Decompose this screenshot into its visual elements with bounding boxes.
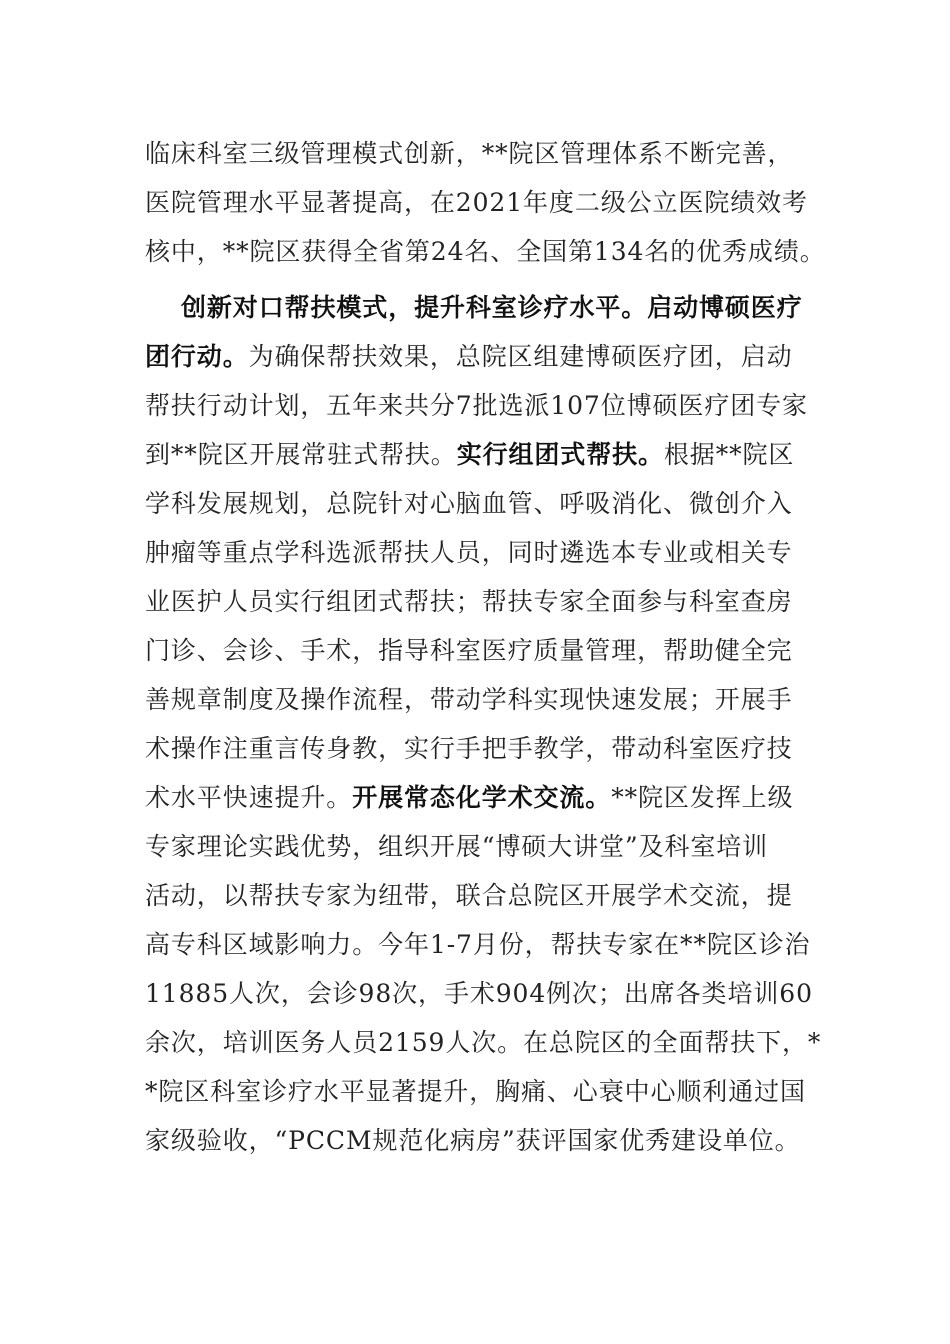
text-line: 专家理论实践优势，组织开展“博硕大讲堂”及科室培训: [145, 832, 769, 861]
text-line: 帮扶行动计划，五年来共分7批选派107位博硕医疗团专家: [145, 391, 808, 420]
text-line: 善规章制度及操作流程，带动学科实现快速发展；开展手: [145, 685, 793, 714]
text-line: 医院管理水平显著提高，在2021年度二级公立医院绩效考: [145, 188, 808, 217]
text-line: 门诊、会诊、手术，指导科室医疗质量管理，帮助健全完: [145, 636, 793, 665]
text-span: 到**院区开展常驻式帮扶。: [145, 440, 457, 469]
text-span: **院区发挥上级: [611, 783, 794, 812]
text-line: 临床科室三级管理模式创新，**院区管理体系不断完善，: [145, 139, 794, 168]
bold-heading: 创新对口帮扶模式，提升科室诊疗水平。启动博硕医疗: [181, 293, 803, 322]
text-line: 活动，以帮扶专家为纽带，联合总院区开展学术交流，提: [145, 881, 793, 910]
bold-heading: 团行动。: [145, 342, 249, 371]
text-line: 11885人次，会诊98次，手术904例次；出席各类培训60: [145, 979, 813, 1008]
text-span: 为确保帮扶效果，总院区组建博硕医疗团，启动: [248, 342, 793, 371]
bold-heading: 开展常态化学术交流。: [352, 783, 612, 812]
text-line: [145, 337, 793, 377]
text-line: [181, 288, 803, 328]
text-line: 业医护人员实行组团式帮扶；帮扶专家全面参与科室查房: [145, 587, 793, 616]
text-span: 根据**院区: [663, 440, 795, 469]
text-line: 肿瘤等重点学科选派帮扶人员，同时遴选本专业或相关专: [145, 538, 793, 567]
text-line: *院区科室诊疗水平显著提升，胸痛、心衰中心顺利通过国: [145, 1077, 806, 1106]
text-line: [145, 778, 793, 818]
bold-heading: 实行组团式帮扶。: [456, 440, 664, 469]
text-line: 核中，**院区获得全省第24名、全国第134名的优秀成绩。: [145, 237, 826, 266]
text-line: 术操作注重言传身教，实行手把手教学，带动科室医疗技: [145, 734, 793, 763]
text-line: [145, 435, 794, 475]
text-line: 余次，培训医务人员2159人次。在总院区的全面帮扶下，*: [145, 1028, 822, 1057]
text-line: 家级验收，“PCCM规范化病房”获评国家优秀建设单位。: [145, 1126, 801, 1155]
text-span: 术水平快速提升。: [145, 783, 353, 812]
text-line: 学科发展规划，总院针对心脑血管、呼吸消化、微创介入: [145, 489, 793, 518]
text-line: 高专科区域影响力。今年1-7月份，帮扶专家在**院区诊治: [145, 930, 811, 959]
